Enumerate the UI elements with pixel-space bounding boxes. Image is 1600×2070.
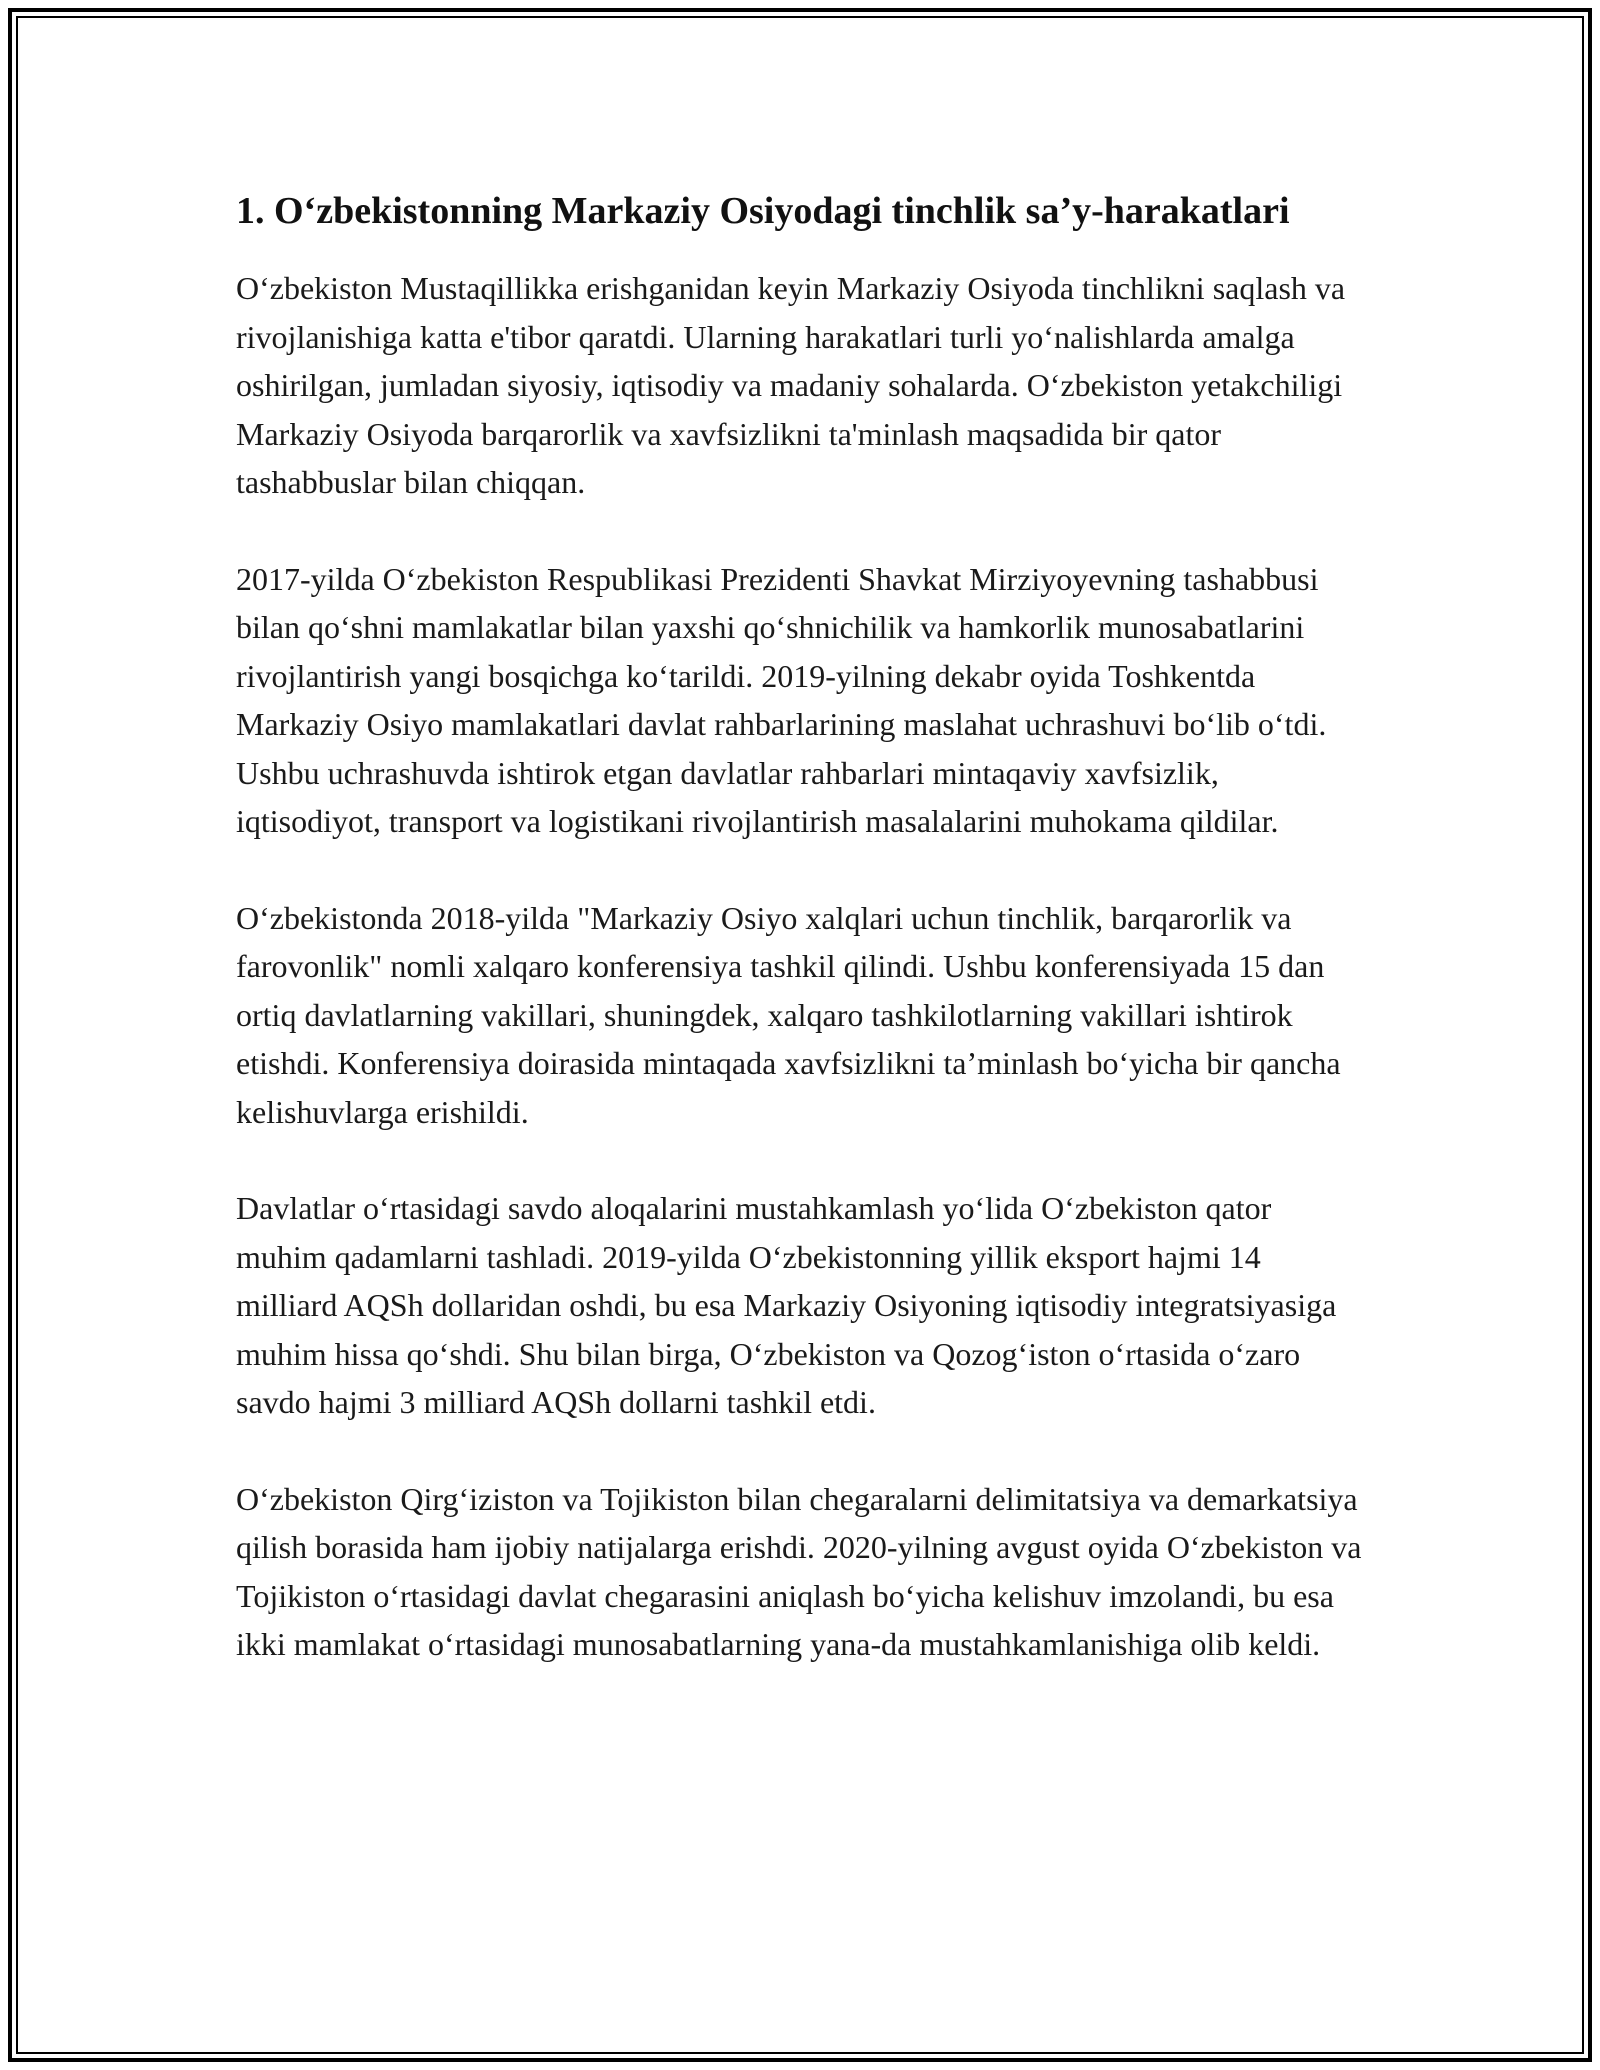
section-title: 1. O‘zbekistonning Markaziy Osiyodagi tinchlik sa’y-harakatlari: [236, 190, 1290, 232]
paragraph-intro: O‘zbekiston Mustaqillikka erishganidan keyin Markaziy Osiyoda tinchlikni saqlash va rivojlanishiga katta e'tibor qaratdi. Ularning harakatlari turli yo‘nalishlarda amalga oshirilgan, jumladan siyosiy, iqtisodiy va madaniy sohalarda. O‘zbekiston yetakchiligi Markaziy Osiyoda barqarorlik va xavfsizlikni ta'minlash maqsadida bir qator tashabbuslar bilan chiqqan.: [236, 270, 1346, 500]
paragraph-2017-initiative: 2017-yilda O‘zbekiston Respublikasi Prezidenti Shavkat Mirziyoyevning tashabbusi bilan qo‘shni mamlakatlar bilan yaxshi qo‘shnichilik va hamkorlik munosabatlarini rivojlantirish yangi bosqichga ko‘tarildi. 2019-yilning dekabr oyida Toshkentda Markaziy Osiyo mamlakatlari davlat rahbarlarining maslahat uchrashuvi bo‘lib o‘tdi. Ushbu uchrashuvda ishtirok etgan davlatlar rahbarlari mintaqaviy xavfsizlik, iqtisodiyot, transport va logistikani rivojlantirish masalalarini muhokama qildilar.: [236, 560, 1327, 839]
paragraph-border-delimitation: O‘zbekiston Qirg‘iziston va Tojikiston bilan chegaralarni delimitatsiya va demarkatsiya qilish borasida ham ijobiy natijalarga erishdi. 2020-yilning avgust oyida O‘zbekiston va Tojikiston o‘rtasidagi davlat chegarasini aniqlash bo‘yicha kelishuv imzolandi, bu esa ikki mamlakat o‘rtasidagi munosabatlarning yana-da mustahkamlanishiga olib keldi.: [236, 1480, 1362, 1662]
document-body: [236, 186, 1364, 1717]
paragraph-2018-conference: O‘zbekistonda 2018-yilda "Markaziy Osiyo xalqlari uchun tinchlik, barqarorlik va farovonlik" nomli xalqaro konferensiya tashkil qilindi. Ushbu konferensiyada 15 dan ortiq davlatlarning vakillari, shuningdek, xalqaro tashkilotlarning vakillari ishtirok etishdi. Konferensiya doirasida mintaqada xavfsizlikni ta’minlash bo‘yicha bir qancha kelishuvlarga erishildi.: [236, 899, 1341, 1130]
paragraph-trade-relations: Davlatlar o‘rtasidagi savdo aloqalarini mustahkamlash yo‘lida O‘zbekiston qator muhim qadamlarni tashladi. 2019-yilda O‘zbekistonning yillik eksport hajmi 14 milliard AQSh dollaridan oshdi, bu esa Markaziy Osiyoning iqtisodiy integratsiyasiga muhim hissa qo‘shdi. Shu bilan birga, O‘zbekiston va Qozog‘iston o‘rtasida o‘zaro savdo hajmi 3 milliard AQSh dollarni tashkil etdi.: [236, 1190, 1337, 1420]
